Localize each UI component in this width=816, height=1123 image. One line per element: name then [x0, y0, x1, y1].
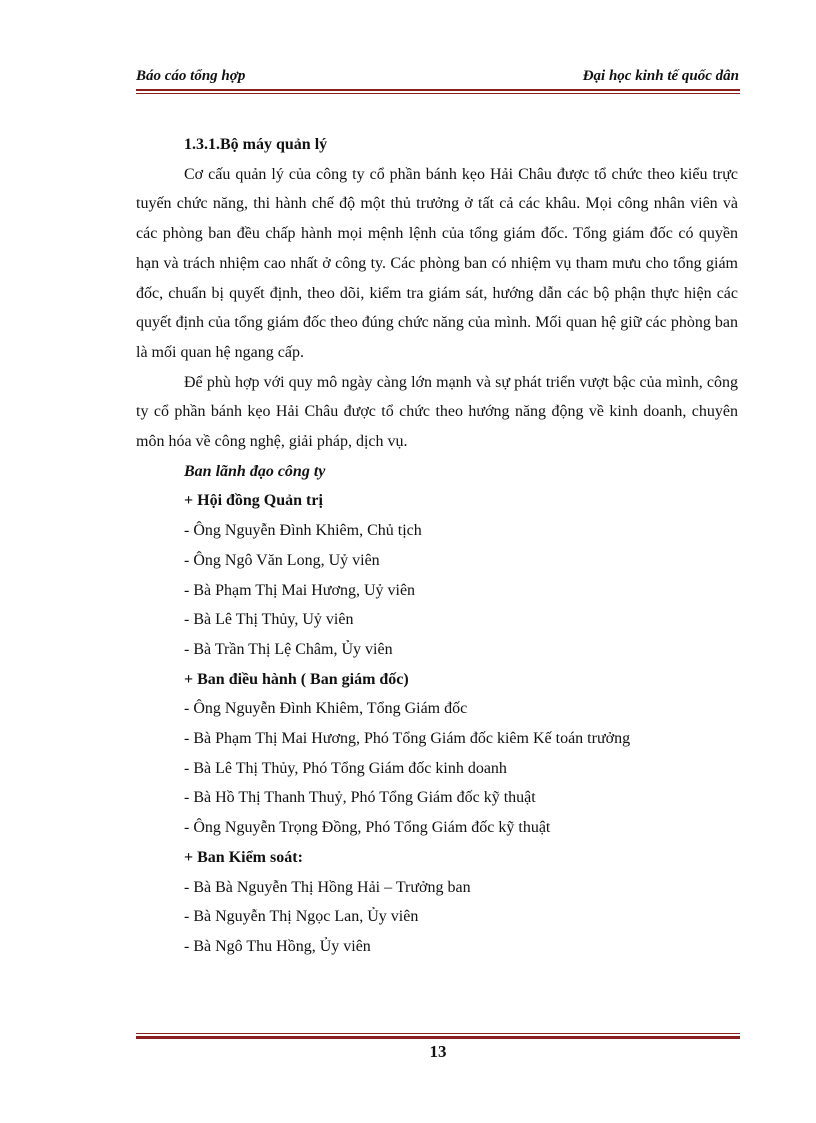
footer-rule-thin: [136, 1033, 740, 1034]
list-item: - Bà Nguyễn Thị Ngọc Lan, Ủy viên: [184, 908, 419, 926]
footer-rule-thick: [136, 1036, 740, 1039]
list-item: - Bà Ngô Thu Hồng, Ủy viên: [184, 937, 371, 955]
group-title-executive: + Ban điều hành ( Ban giám đốc): [184, 670, 409, 688]
page-header: [136, 68, 739, 88]
list-item: - Bà Phạm Thị Mai Hương, Uỷ viên: [184, 581, 416, 599]
group-title-board: + Hội đồng Quản trị: [184, 492, 323, 510]
document-body: [136, 130, 738, 962]
list-item: - Bà Lê Thị Thủy, Uỷ viên: [184, 611, 354, 629]
list-item: - Bà Lê Thị Thủy, Phó Tổng Giám đốc kinh doanh: [184, 759, 507, 777]
list-item: - Bà Phạm Thị Mai Hương, Phó Tổng Giám đốc kiêm Kế toán trưởng: [184, 730, 631, 748]
page-number: 13: [429, 1042, 447, 1061]
header-left-title: Báo cáo tổng hợp: [136, 68, 246, 84]
group-title-supervisory: + Ban Kiểm soát:: [184, 848, 303, 866]
list-item: - Ông Nguyễn Đình Khiêm, Chủ tịch: [184, 522, 422, 540]
list-item: - Bà Hồ Thị Thanh Thuỷ, Phó Tổng Giám đốc kỹ thuật: [184, 789, 536, 807]
list-item: - Ông Nguyễn Trọng Đồng, Phó Tổng Giám đốc kỹ thuật: [184, 819, 551, 837]
section-title: 1.3.1.Bộ máy quản lý: [184, 136, 328, 153]
paragraph-2: Để phù hợp với quy mô ngày càng lớn mạnh và sự phát triển vượt bậc của mình, công ty cổ phần bánh kẹo Hải Châu được tổ chức theo hướng năng động về kinh doanh, chuyên môn hóa về công nghệ, giải pháp, dịch vụ.: [136, 373, 738, 451]
header-right-title: Đại học kinh tế quốc dân: [582, 68, 739, 84]
leadership-heading: Ban lãnh đạo công ty: [184, 462, 326, 480]
list-item: - Bà Trần Thị Lệ Châm, Ủy viên: [184, 640, 393, 658]
list-item: - Ông Nguyễn Đình Khiêm, Tổng Giám đốc: [184, 700, 468, 718]
list-item: - Ông Ngô Văn Long, Uỷ viên: [184, 551, 380, 569]
list-item: - Bà Bà Nguyễn Thị Hồng Hải – Trưởng ban: [184, 878, 471, 896]
header-rule-thick: [136, 89, 740, 91]
paragraph-1: Cơ cấu quản lý của công ty cổ phần bánh kẹo Hải Châu được tổ chức theo kiểu trực tuyến chức năng, thi hành chế độ một thủ trưởng ở tất cả các khâu. Mọi công nhân viên và các phòng ban đều chấp hành mọi mệnh lệnh của tổng giám đốc. Tổng giám đốc có quyền hạn và trách nhiệm cao nhất ở công ty. Các phòng ban có nhiệm vụ tham mưu cho tổng giám đốc, chuẩn bị quyết định, theo dõi, kiểm tra giám sát, hướng dẫn các bộ phận thực hiện các quyết định của tổng giám đốc theo đúng chức năng của mình. Mối quan hệ giữ các phòng ban là mối quan hệ ngang cấp.: [136, 165, 738, 361]
header-rule-thin: [136, 93, 740, 94]
